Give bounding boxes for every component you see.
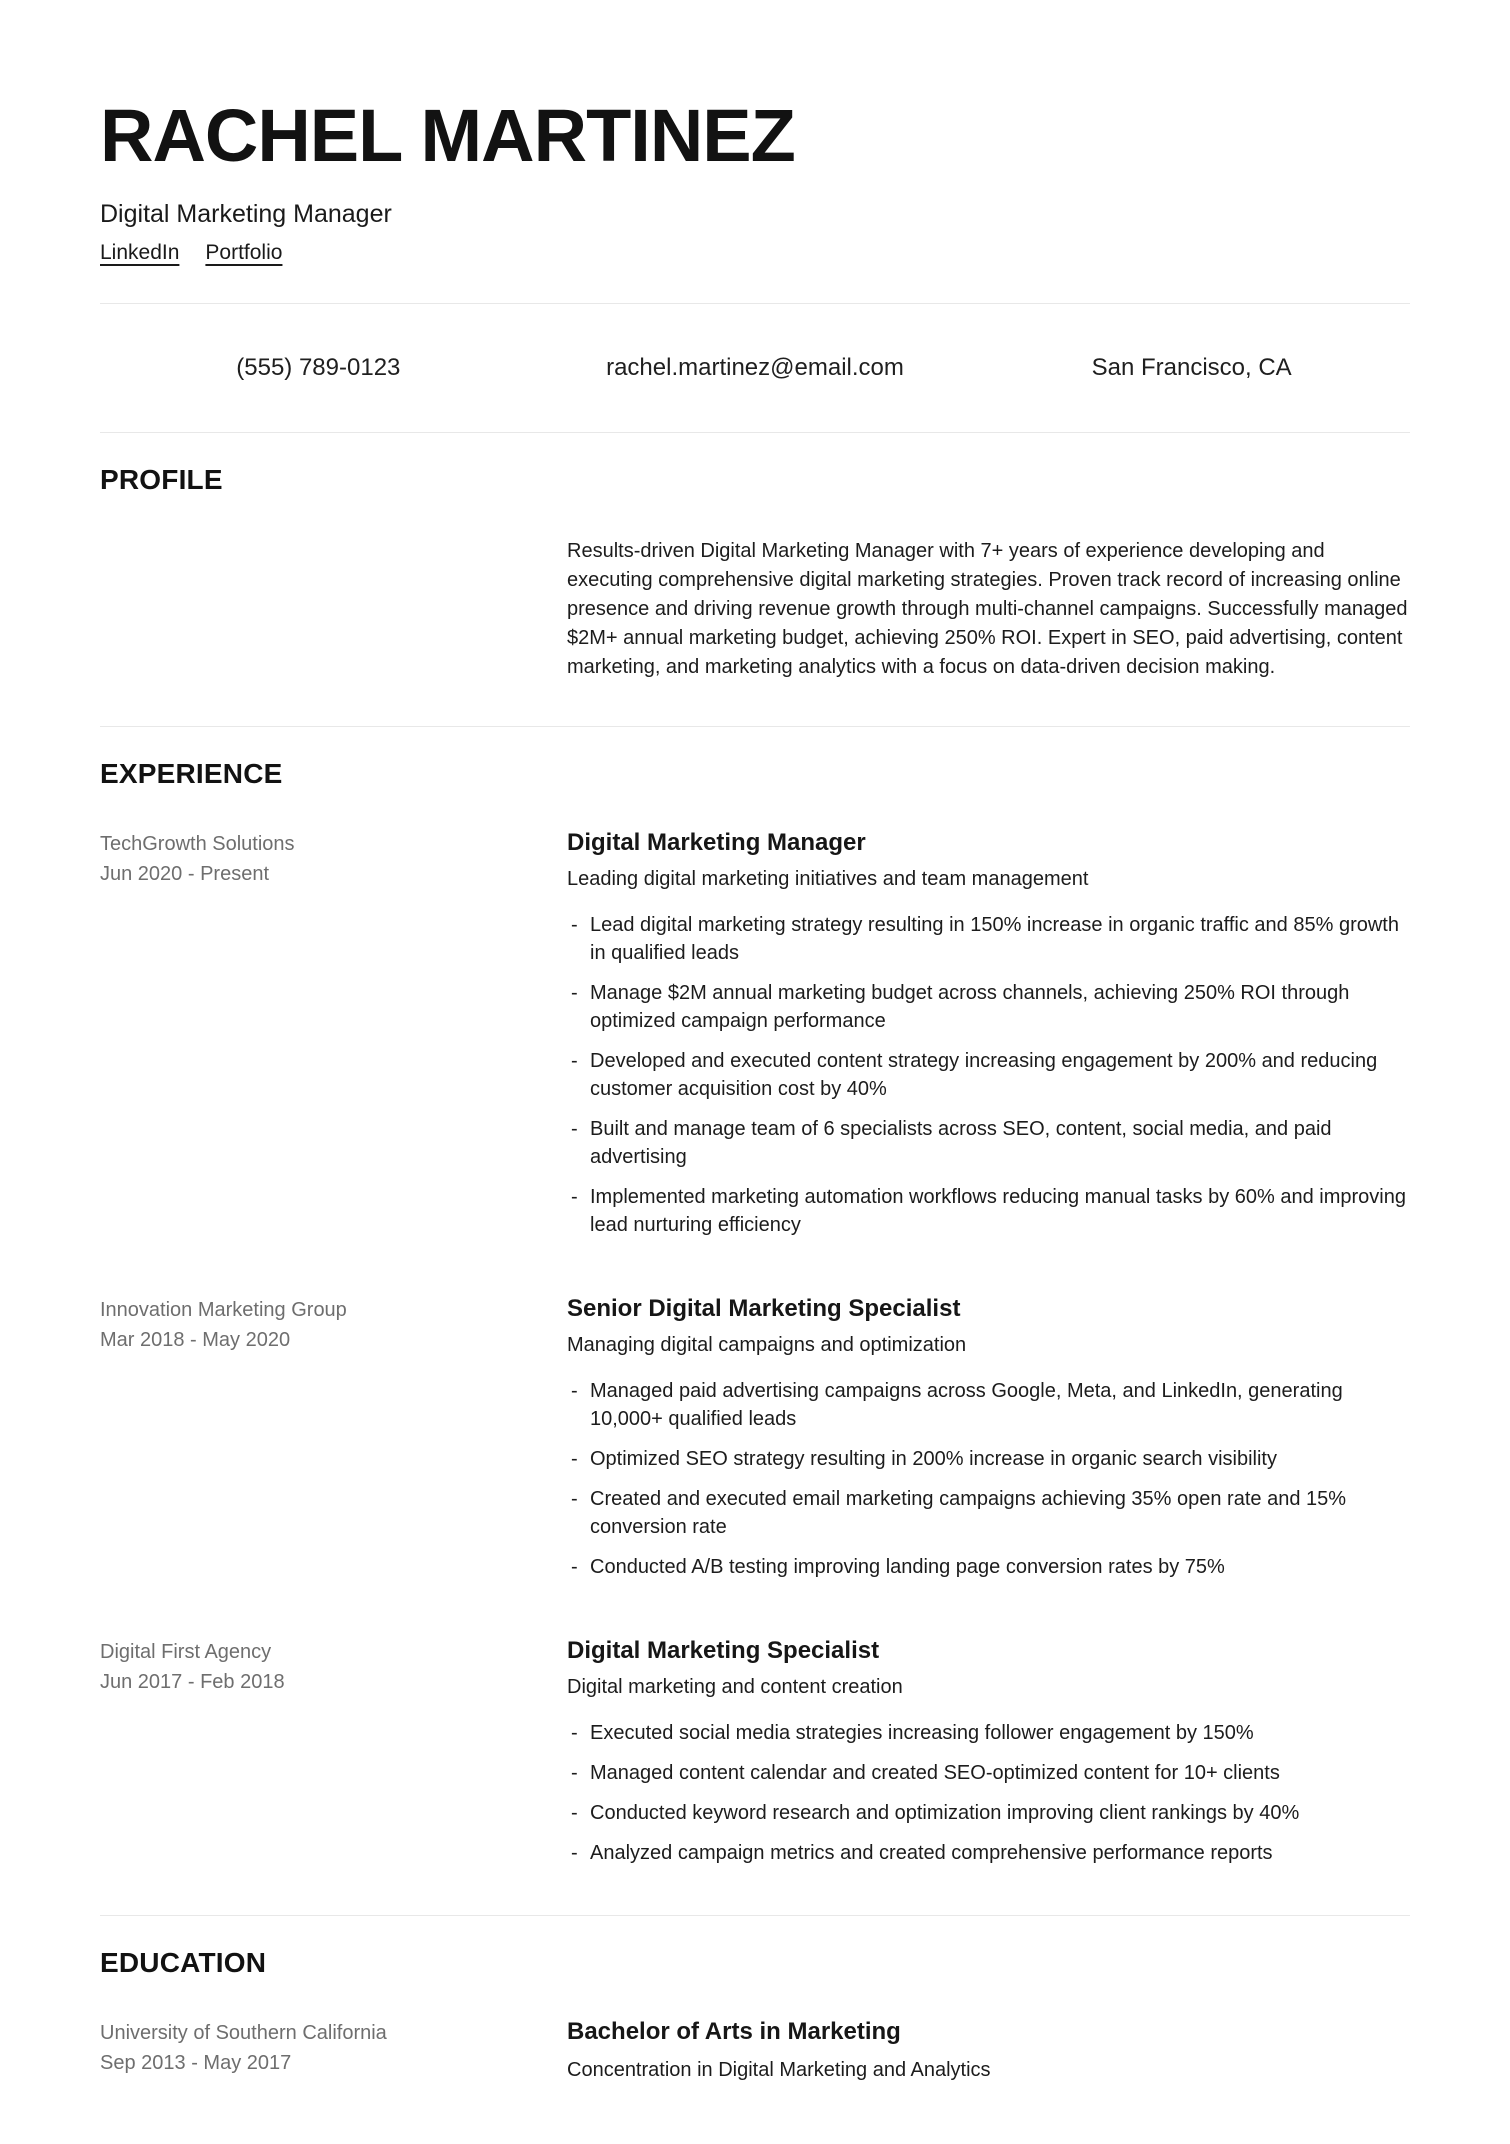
education-entry-detail — [567, 2018, 1410, 2084]
role-title: Digital Marketing Specialist — [567, 1636, 880, 1664]
achievement-list — [567, 1377, 1410, 1581]
bullet-dash: - — [571, 1841, 578, 1864]
education-dates: Sep 2013 - May 2017 — [100, 2051, 292, 2074]
company-name: Innovation Marketing Group — [100, 1298, 347, 1321]
experience-divider — [100, 1915, 1410, 1916]
profile-section — [100, 463, 1410, 682]
resume-header — [100, 96, 1410, 265]
bullet-dash: - — [571, 913, 578, 936]
bullet-dash: - — [571, 1721, 578, 1744]
contact-email: rachel.martinez@email.com — [606, 353, 904, 381]
achievement-item: - Lead digital marketing strategy resulting in 150% increase in organic traffic and 85% growth in qualified leads — [567, 911, 1410, 967]
company-name: TechGrowth Solutions — [100, 832, 295, 855]
person-name: RACHEL MARTINEZ — [100, 94, 795, 177]
degree-title: Bachelor of Arts in Marketing — [567, 2017, 901, 2045]
achievement-item: - Created and executed email marketing campaigns achieving 35% open rate and 15% conversion rate — [567, 1485, 1410, 1541]
achievement-list — [567, 1719, 1410, 1867]
achievement-item: - Executed social media strategies increasing follower engagement by 150% — [567, 1719, 1410, 1747]
profile-divider — [100, 726, 1410, 727]
achievement-item: - Manage $2M annual marketing budget across channels, achieving 250% ROI through optimized campaign performance — [567, 979, 1410, 1035]
contact-location: San Francisco, CA — [1091, 353, 1292, 381]
experience-entry-meta — [100, 1295, 567, 1593]
achievement-item: - Managed paid advertising campaigns across Google, Meta, and LinkedIn, generating 10,000+ qualified leads — [567, 1377, 1410, 1433]
achievement-item: - Conducted keyword research and optimization improving client rankings by 40% — [567, 1799, 1410, 1827]
bullet-dash: - — [571, 1379, 578, 1402]
bullet-dash: - — [571, 1447, 578, 1470]
role-summary: Managing digital campaigns and optimization — [567, 1333, 967, 1356]
achievement-item: - Optimized SEO strategy resulting in 200% increase in organic search visibility — [567, 1445, 1410, 1473]
achievement-item: - Implemented marketing automation workflows reducing manual tasks by 60% and improving lead nurturing efficiency — [567, 1183, 1410, 1239]
bullet-dash: - — [571, 981, 578, 1004]
contact-phone: (555) 789-0123 — [236, 353, 401, 381]
achievement-list — [567, 911, 1410, 1239]
experience-entry-meta — [100, 1637, 567, 1879]
education-section — [100, 1946, 1410, 2084]
role-summary: Leading digital marketing initiatives and team management — [567, 867, 1089, 890]
experience-entry-detail — [567, 829, 1410, 1251]
contact-row — [100, 304, 1410, 432]
employment-dates: Jun 2017 - Feb 2018 — [100, 1670, 285, 1693]
school-name: University of Southern California — [100, 2021, 387, 2044]
linkedin-link[interactable]: LinkedIn — [100, 240, 180, 264]
achievement-item: - Built and manage team of 6 specialists across SEO, content, social media, and paid advertising — [567, 1115, 1410, 1171]
profile-heading: PROFILE — [100, 463, 223, 495]
achievement-item: - Managed content calendar and created SEO-optimized content for 10+ clients — [567, 1759, 1410, 1787]
bullet-dash: - — [571, 1761, 578, 1784]
experience-entry — [100, 1295, 1410, 1593]
bullet-dash: - — [571, 1049, 578, 1072]
role-title: Senior Digital Marketing Specialist — [567, 1294, 961, 1322]
experience-heading: EXPERIENCE — [100, 757, 283, 789]
education-entry-meta — [100, 2018, 567, 2084]
experience-entry-meta — [100, 829, 567, 1251]
portfolio-link[interactable]: Portfolio — [205, 240, 283, 264]
education-heading: EDUCATION — [100, 1946, 267, 1978]
experience-entry — [100, 1637, 1410, 1879]
experience-entry-detail — [567, 1295, 1410, 1593]
bullet-dash: - — [571, 1487, 578, 1510]
achievement-item: - Developed and executed content strategy increasing engagement by 200% and reducing customer acquisition cost by 40% — [567, 1047, 1410, 1103]
header-links — [100, 241, 1410, 265]
experience-entry-detail — [567, 1637, 1410, 1879]
company-name: Digital First Agency — [100, 1640, 272, 1663]
achievement-item: - Conducted A/B testing improving landing page conversion rates by 75% — [567, 1553, 1410, 1581]
profile-summary-text: Results-driven Digital Marketing Manager with 7+ years of experience developing and executing comprehensive digital marketing strategies. Proven track record of increasing online presence and driving revenue growth through multi-channel campaigns. Successfully managed $2M+ annual marketing budget, achieving 250% ROI. Expert in SEO, paid advertising, content marketing, and marketing analytics with a focus on data-driven decision making. — [567, 539, 1408, 678]
profile-body — [100, 497, 1410, 682]
degree-concentration: Concentration in Digital Marketing and Analytics — [567, 2058, 991, 2081]
role-summary: Digital marketing and content creation — [567, 1675, 903, 1698]
profile-left-spacer — [100, 497, 567, 682]
achievement-item: - Analyzed campaign metrics and created comprehensive performance reports — [567, 1839, 1410, 1867]
contact-divider — [100, 432, 1410, 433]
employment-dates: Mar 2018 - May 2020 — [100, 1328, 291, 1351]
experience-section — [100, 757, 1410, 1879]
bullet-dash: - — [571, 1185, 578, 1208]
bullet-dash: - — [571, 1801, 578, 1824]
bullet-dash: - — [571, 1555, 578, 1578]
employment-dates: Jun 2020 - Present — [100, 862, 269, 885]
education-entry — [100, 2018, 1410, 2084]
bullet-dash: - — [571, 1117, 578, 1140]
role-title: Digital Marketing Manager — [567, 828, 866, 856]
person-job-title: Digital Marketing Manager — [100, 199, 392, 228]
experience-entry — [100, 829, 1410, 1251]
